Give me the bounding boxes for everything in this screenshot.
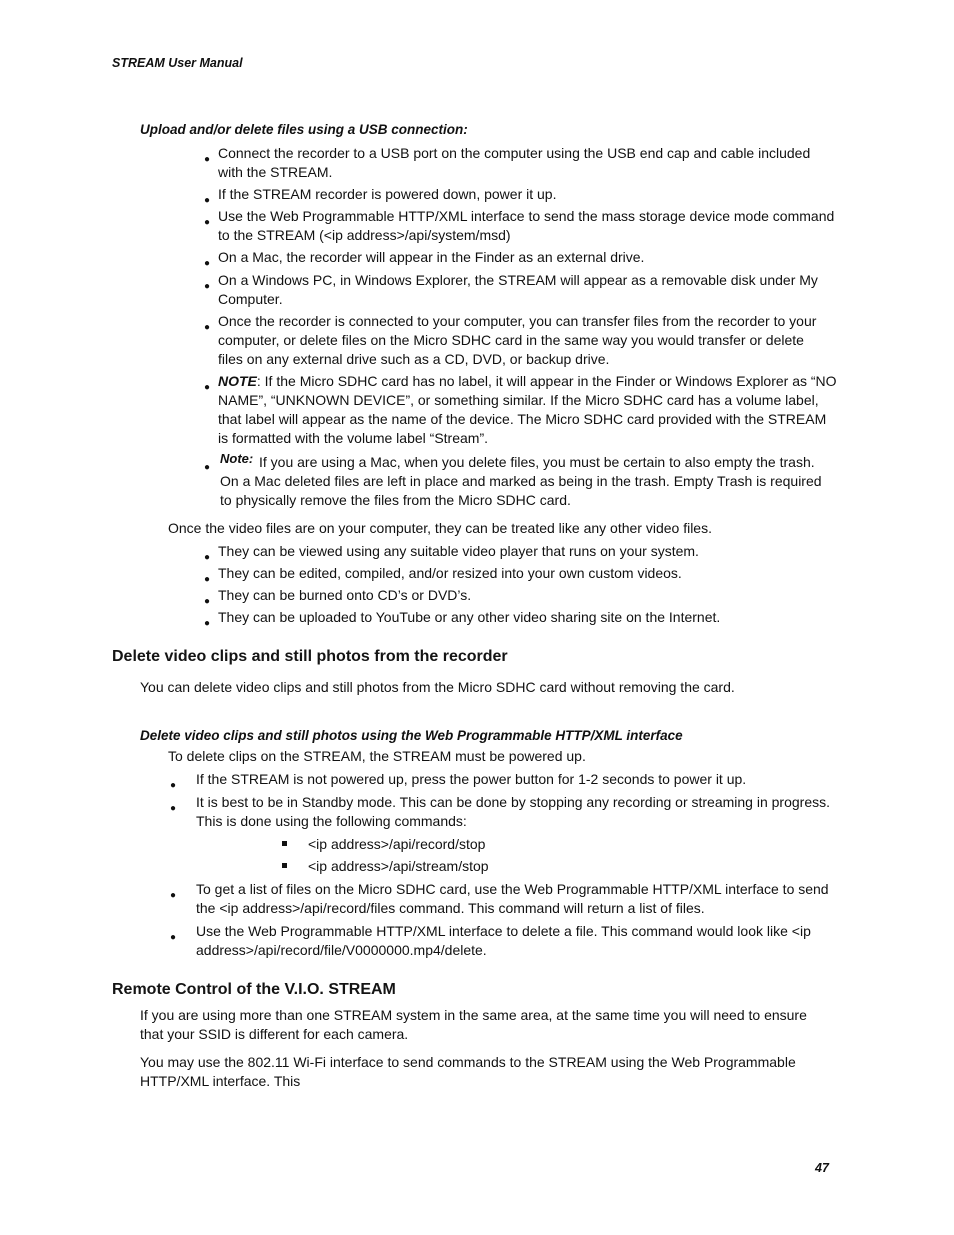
bullet: ● (204, 258, 211, 269)
note-text: : If the Micro SDHC card has no label, it will appear in the Finder or Windows Explorer as “NO (256, 373, 837, 389)
list-item: If the STREAM is not powered up, press the power button for 1-2 seconds to power it up. (196, 771, 747, 787)
bullet: ● (204, 322, 211, 333)
list-item: On a Mac, the recorder will appear in the Finder as an external drive. (218, 249, 645, 265)
bullet: ● (204, 217, 211, 228)
list-item: Connect the recorder to a USB port on the computer using the USB end cap and cable included (218, 145, 811, 161)
bullet: ● (170, 803, 177, 814)
list-item: They can be edited, compiled, and/or resized into your own custom videos. (218, 565, 682, 581)
bullet: ● (204, 462, 211, 473)
paragraph-line: that your SSID is different for each camera. (140, 1026, 409, 1042)
bullet: ● (204, 154, 211, 165)
bullet: ● (204, 195, 211, 206)
section-heading: Remote Control of the V.I.O. STREAM (112, 981, 396, 998)
running-header: STREAM User Manual (112, 56, 243, 70)
bullet: ● (204, 596, 211, 607)
list-item: On a Windows PC, in Windows Explorer, the STREAM will appear as a removable disk under My (218, 272, 818, 288)
bullet: ● (204, 574, 211, 585)
list-item-cont: to the STREAM (<ip address>/api/system/msd) (218, 227, 511, 243)
section-heading: Delete video clips and still photos from the recorder (112, 648, 508, 665)
paragraph-line: If you are using more than one STREAM system in the same area, at the same time you will need to ensure (140, 1007, 807, 1023)
paragraph: Once the video files are on your computer, they can be treated like any other video files. (168, 520, 712, 536)
bullet: ● (204, 618, 211, 629)
paragraph-line: You may use the 802.11 Wi-Fi interface to send commands to the STREAM using the Web Programmable (140, 1054, 796, 1070)
paragraph-line: HTTP/XML interface. This (140, 1073, 301, 1089)
list-item: Use the Web Programmable HTTP/XML interface to delete a file. This command would look like <ip (196, 923, 811, 939)
bullet: ● (204, 382, 211, 393)
list-item-cont: files on any external drive such as a CD, DVD, or backup drive. (218, 351, 610, 367)
paragraph: To delete clips on the STREAM, the STREAM must be powered up. (168, 748, 586, 764)
bullet: ● (170, 932, 177, 943)
subheading: Delete video clips and still photos using the Web Programmable HTTP/XML interface (140, 728, 683, 743)
list-item: They can be burned onto CD’s or DVD’s. (218, 587, 472, 603)
list-item: They can be viewed using any suitable video player that runs on your system. (218, 543, 699, 559)
list-item-cont: the <ip address>/api/record/files command. This command will return a list of files. (196, 900, 705, 916)
bullet: ● (170, 890, 177, 901)
usb-subheading: Upload and/or delete files using a USB connection: (140, 122, 468, 137)
list-item-cont: address>/api/record/file/V0000000.mp4/delete. (196, 942, 487, 958)
list-item: They can be uploaded to YouTube or any other video sharing site on the Internet. (218, 609, 721, 625)
note-line: that label will appear as the name of the device. The Micro SDHC card provided with the STREAM (218, 411, 827, 427)
note-line: is formatted with the volume label “Stream”. (218, 430, 488, 446)
note-label: Note: (220, 451, 254, 466)
paragraph: You can delete video clips and still photos from the Micro SDHC card without removing the card. (140, 679, 735, 695)
list-item: If the STREAM recorder is powered down, power it up. (218, 186, 557, 202)
command-item: <ip address>/api/stream/stop (308, 858, 489, 874)
list-item-cont: This is done using the following commands: (196, 813, 467, 829)
note-line: On a Mac deleted files are left in place and marked as being in the trash. Empty Trash is required (220, 473, 822, 489)
command-item: <ip address>/api/record/stop (308, 836, 486, 852)
page-number: 47 (815, 1161, 829, 1175)
list-item-cont: with the STREAM. (218, 164, 333, 180)
list-item: Use the Web Programmable HTTP/XML interface to send the mass storage device mode command (218, 208, 835, 224)
bullet: ● (170, 780, 177, 791)
list-item-cont: computer, or delete files on the Micro SDHC card in the same way you would transfer or delete (218, 332, 804, 348)
list-item-cont: Computer. (218, 291, 283, 307)
note-line: NAME”, “UNKNOWN DEVICE”, or something similar. If the Micro SDHC card has a volume label, (218, 392, 819, 408)
list-item: To get a list of files on the Micro SDHC card, use the Web Programmable HTTP/XML interface to send (196, 881, 829, 897)
note-line (218, 372, 837, 391)
square-bullet (282, 841, 287, 846)
note-line: to physically remove the files from the Micro SDHC card. (220, 492, 571, 508)
note-label: NOTE (218, 373, 257, 389)
square-bullet (282, 863, 287, 868)
list-item: It is best to be in Standby mode. This can be done by stopping any recording or streaming in progress. (196, 794, 830, 810)
bullet: ● (204, 281, 211, 292)
note-line: If you are using a Mac, when you delete files, you must be certain to also empty the trash. (259, 454, 815, 470)
list-item: Once the recorder is connected to your computer, you can transfer files from the recorder to your (218, 313, 817, 329)
bullet: ● (204, 552, 211, 563)
